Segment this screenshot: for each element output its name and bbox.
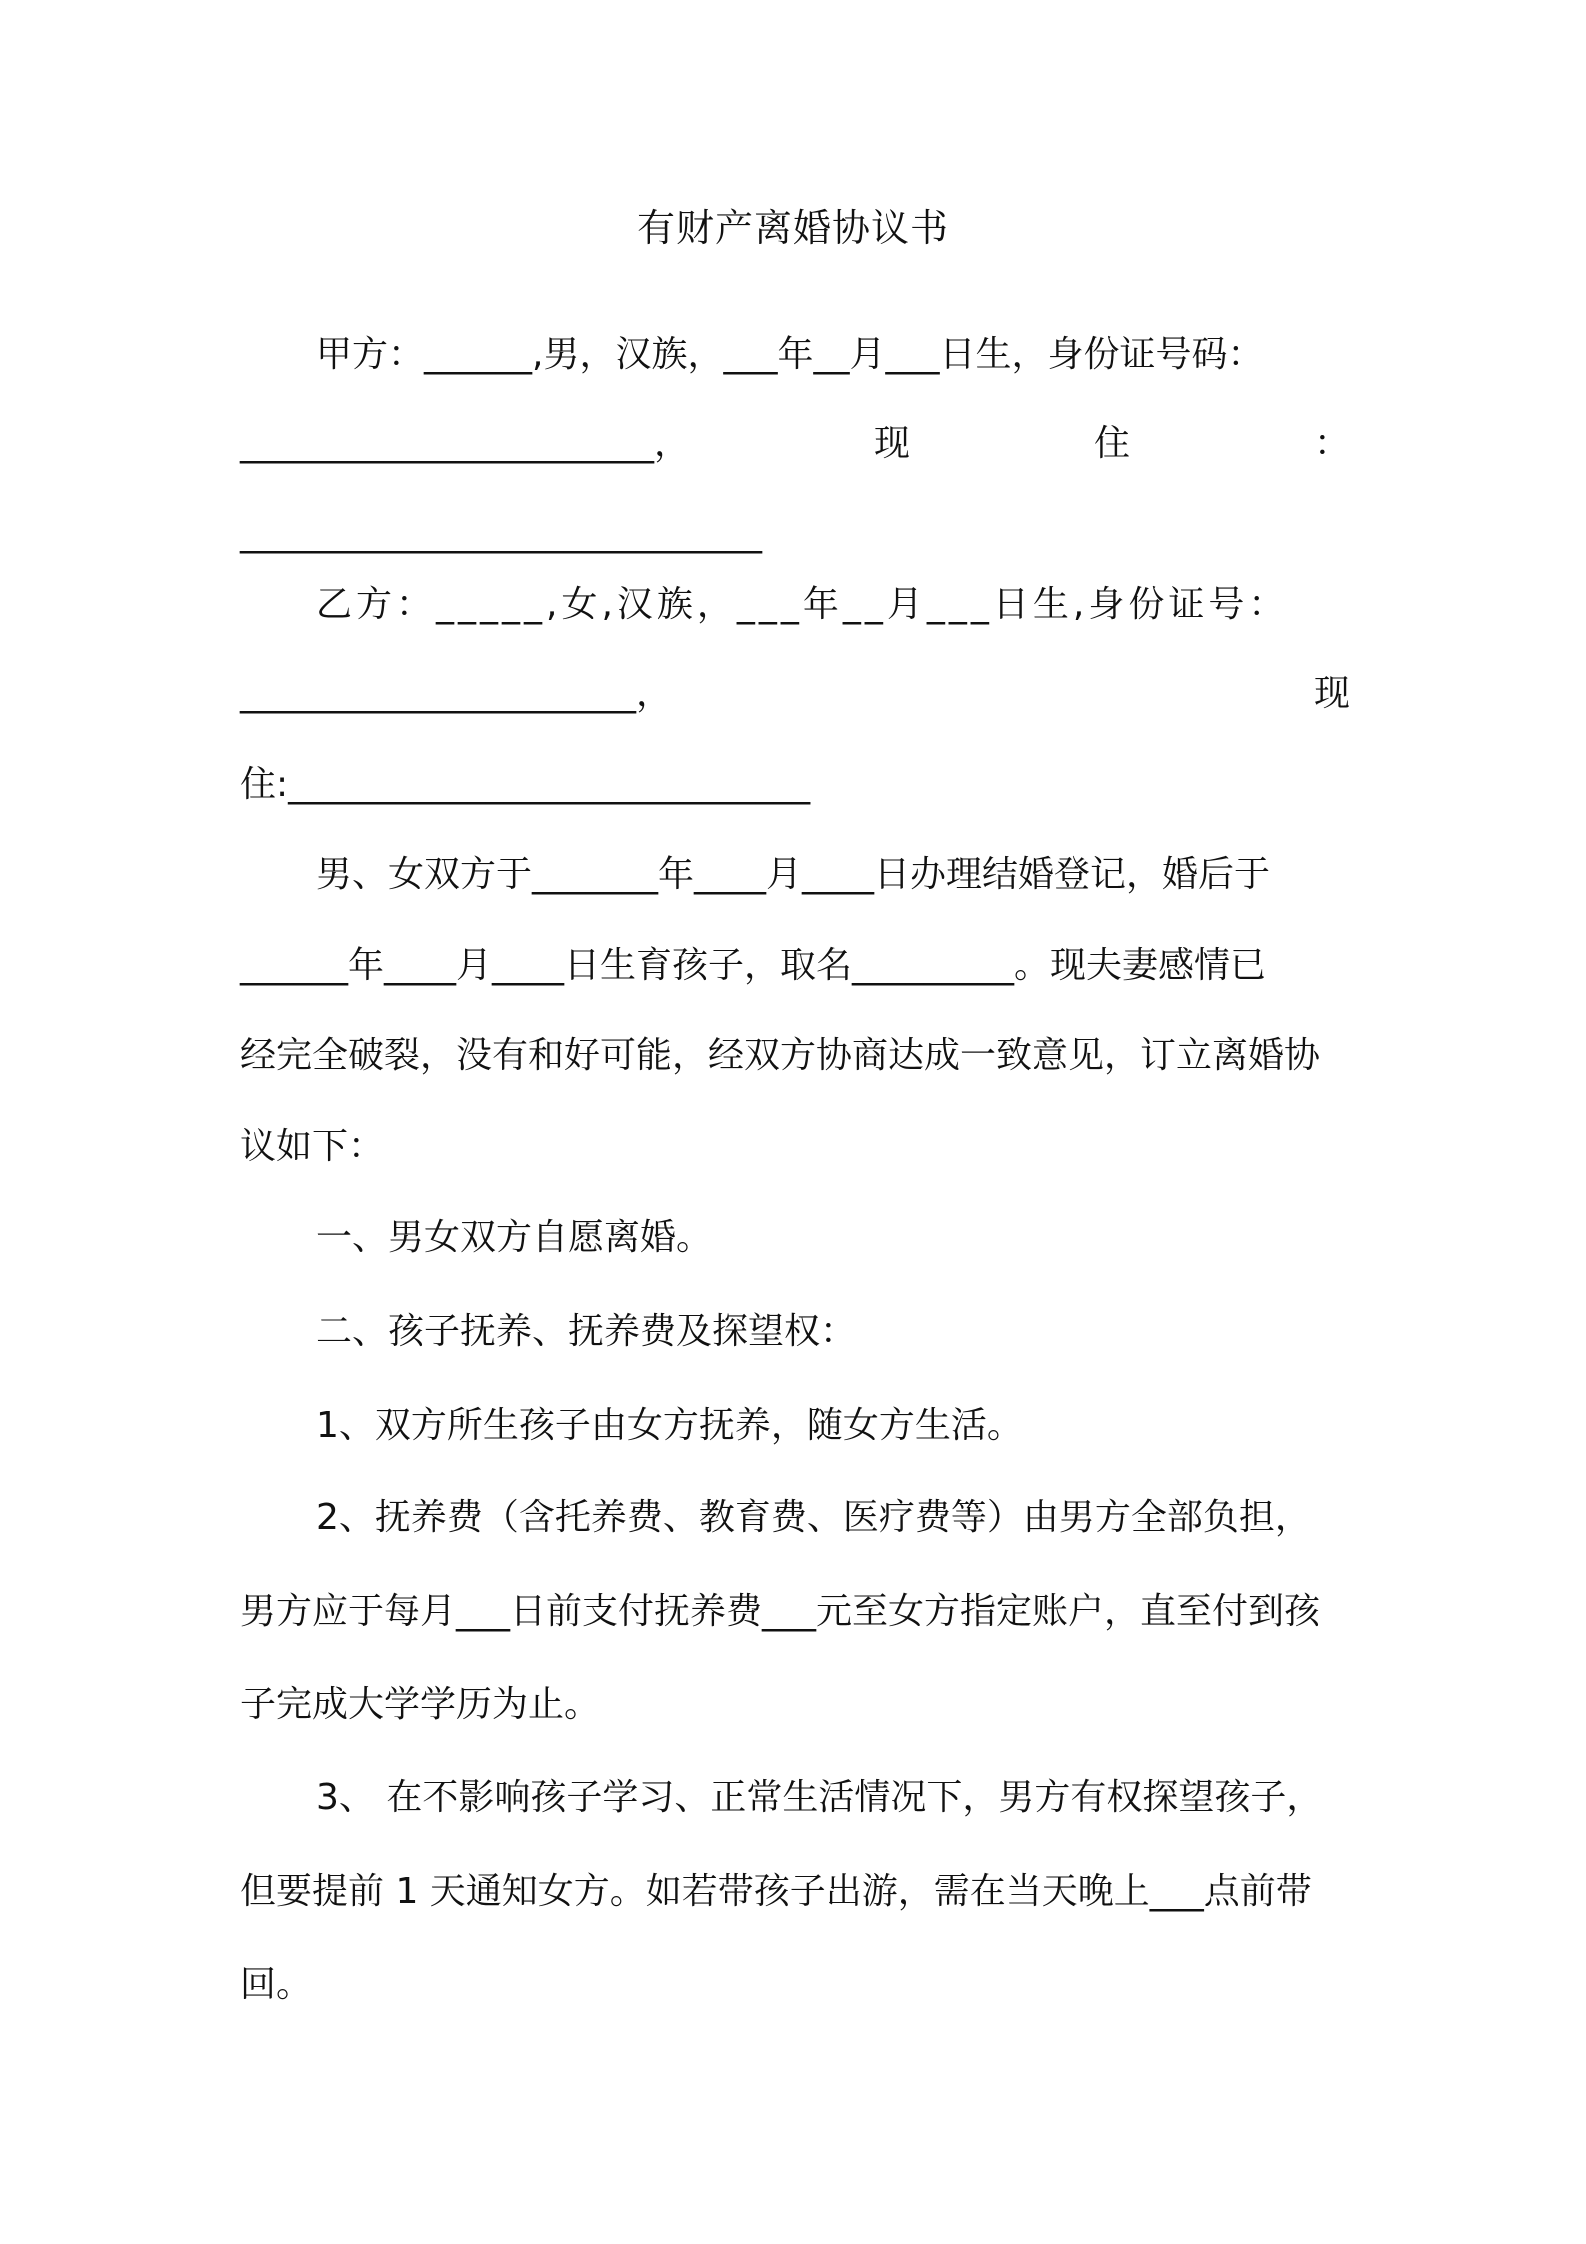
party-a-id-blank: _______________________， bbox=[240, 423, 690, 464]
party-b-id-blank: ______________________， bbox=[240, 673, 672, 714]
address-label-char-1: 现 bbox=[873, 423, 910, 464]
clause-two-item-2-line-3: 子完成大学学历为止。 bbox=[240, 1684, 601, 1725]
clause-two-item-2-line-1: 2、抚养费（含托养费、教育费、医疗费等）由男方全部负担， bbox=[316, 1497, 1311, 1538]
clause-two-item-2-line-2: 男方应于每月___日前支付抚养费___元至女方指定账户，直至付到孩 bbox=[240, 1591, 1321, 1632]
address-label-char: 现 bbox=[1313, 673, 1350, 714]
clause-one: 一、男女双方自愿离婚。 bbox=[316, 1217, 713, 1258]
document-title: 有财产离婚协议书 bbox=[636, 206, 949, 250]
paragraph-marriage-2: ______年____月____日生育孩子，取名_________。现夫妻感情已 bbox=[240, 945, 1267, 986]
party-a-line: 甲方：______,男，汉族，___年__月___日生，身份证号码： bbox=[316, 334, 1264, 375]
party-b-address-line: 住:_____________________________ bbox=[240, 764, 811, 805]
address-label-colon: ： bbox=[1313, 423, 1350, 464]
clause-two-item-3-line-2: 但要提前 1 天通知女方。如若带孩子出游，需在当天晚上___点前带 bbox=[240, 1871, 1312, 1912]
clause-two-heading: 二、孩子抚养、抚养费及探望权： bbox=[316, 1311, 857, 1352]
paragraph-marriage-4: 议如下： bbox=[240, 1126, 385, 1167]
clause-two-item-3-line-1: 3、 在不影响孩子学习、正常生活情况下，男方有权探望孩子， bbox=[316, 1777, 1323, 1818]
party-b-id-line bbox=[240, 666, 1350, 722]
paragraph-marriage-3: 经完全破裂，没有和好可能，经双方协商达成一致意见，订立离婚协 bbox=[240, 1035, 1321, 1076]
clause-two-item-3-line-3: 回。 bbox=[240, 1964, 313, 2005]
paragraph-marriage-1: 男、女双方于_______年____月____日办理结婚登记，婚后于 bbox=[316, 854, 1271, 895]
party-b-line: 乙方：_____,女,汉族，___年__月___日生,身份证号： bbox=[316, 584, 1289, 625]
clause-two-item-1: 1、双方所生孩子由女方抚养，随女方生活。 bbox=[316, 1405, 1023, 1446]
address-label-char-2: 住 bbox=[1093, 423, 1130, 464]
party-a-address-blank: _____________________________ bbox=[240, 513, 762, 554]
party-a-address-line bbox=[240, 416, 1350, 472]
